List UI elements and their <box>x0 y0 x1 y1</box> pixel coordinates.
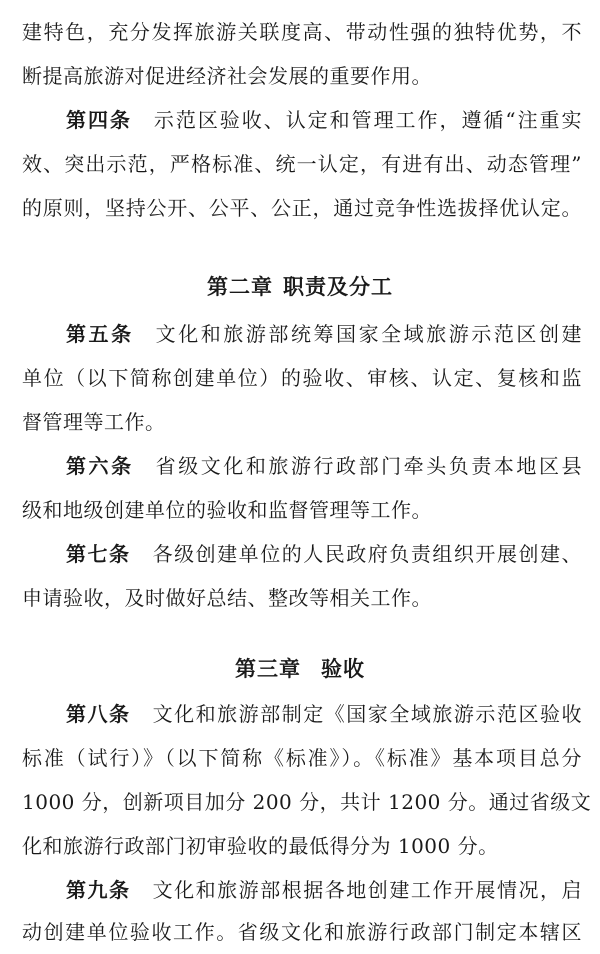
article-7-text: 各级创建单位的人民政府负责组织开展创建、 <box>152 542 583 566</box>
chapter-2-title: 职责及分工 <box>283 275 393 299</box>
article-4-line-1 <box>22 98 582 142</box>
article-8-text: 文化和旅游部制定《国家全域旅游示范区验收 <box>152 702 583 726</box>
chapter-3-heading <box>0 647 600 691</box>
article-6-label: 第六条 <box>66 454 134 478</box>
chapter-3-number: 第三章 <box>235 657 301 681</box>
chapter-2-heading <box>0 265 600 309</box>
article-8-line-4: 化和旅游行政部门初审验收的最低得分为 1000 分。 <box>22 834 499 858</box>
article-5-line-2: 单位（以下简称创建单位）的验收、审核、认定、复核和监 <box>22 366 582 390</box>
intro-line-1: 建特色，充分发挥旅游关联度高、带动性强的独特优势，不 <box>22 20 582 44</box>
article-9-line-2: 动创建单位验收工作。省级文化和旅游行政部门制定本辖区 <box>22 920 582 944</box>
article-7-label: 第七条 <box>66 542 131 566</box>
article-4-text: 示范区验收、认定和管理工作，遵循“注重实 <box>153 108 582 132</box>
article-5-text: 文化和旅游部统筹国家全域旅游示范区创建 <box>155 322 583 346</box>
article-9-label: 第九条 <box>66 878 131 902</box>
article-5-line-3: 督管理等工作。 <box>22 410 166 434</box>
article-8-line-2: 标准（试行）》（以下简称《标准》）。《标准》基本项目总分 <box>22 746 582 770</box>
article-9-line-1 <box>22 868 582 912</box>
article-8-line-1 <box>22 692 582 736</box>
intro-line-2: 断提高旅游对促进经济社会发展的重要作用。 <box>22 64 432 88</box>
article-6-text: 省级文化和旅游行政部门牵头负责本地区县 <box>155 454 583 478</box>
article-4-line-3: 的原则，坚持公开、公平、公正，通过竞争性选拔择优认定。 <box>22 196 582 220</box>
article-7-line-2: 申请验收，及时做好总结、整改等相关工作。 <box>22 586 432 610</box>
article-5-line-1 <box>22 312 582 356</box>
chapter-3-title: 验收 <box>321 657 365 681</box>
chapter-2-number: 第二章 <box>207 275 273 299</box>
article-8-label: 第八条 <box>66 702 131 726</box>
article-4-label: 第四条 <box>66 108 132 132</box>
article-6-line-2: 级和地级创建单位的验收和监督管理等工作。 <box>22 498 432 522</box>
article-9-text: 文化和旅游部根据各地创建工作开展情况，启 <box>152 878 583 902</box>
article-4-line-2: 效、突出示范，严格标准、统一认定，有进有出、动态管理” <box>22 152 582 176</box>
article-5-label: 第五条 <box>66 322 134 346</box>
article-6-line-1 <box>22 444 582 488</box>
article-7-line-1 <box>22 532 582 576</box>
article-8-line-3: 1000 分，创新项目加分 200 分，共计 1200 分。通过省级文 <box>22 790 592 814</box>
